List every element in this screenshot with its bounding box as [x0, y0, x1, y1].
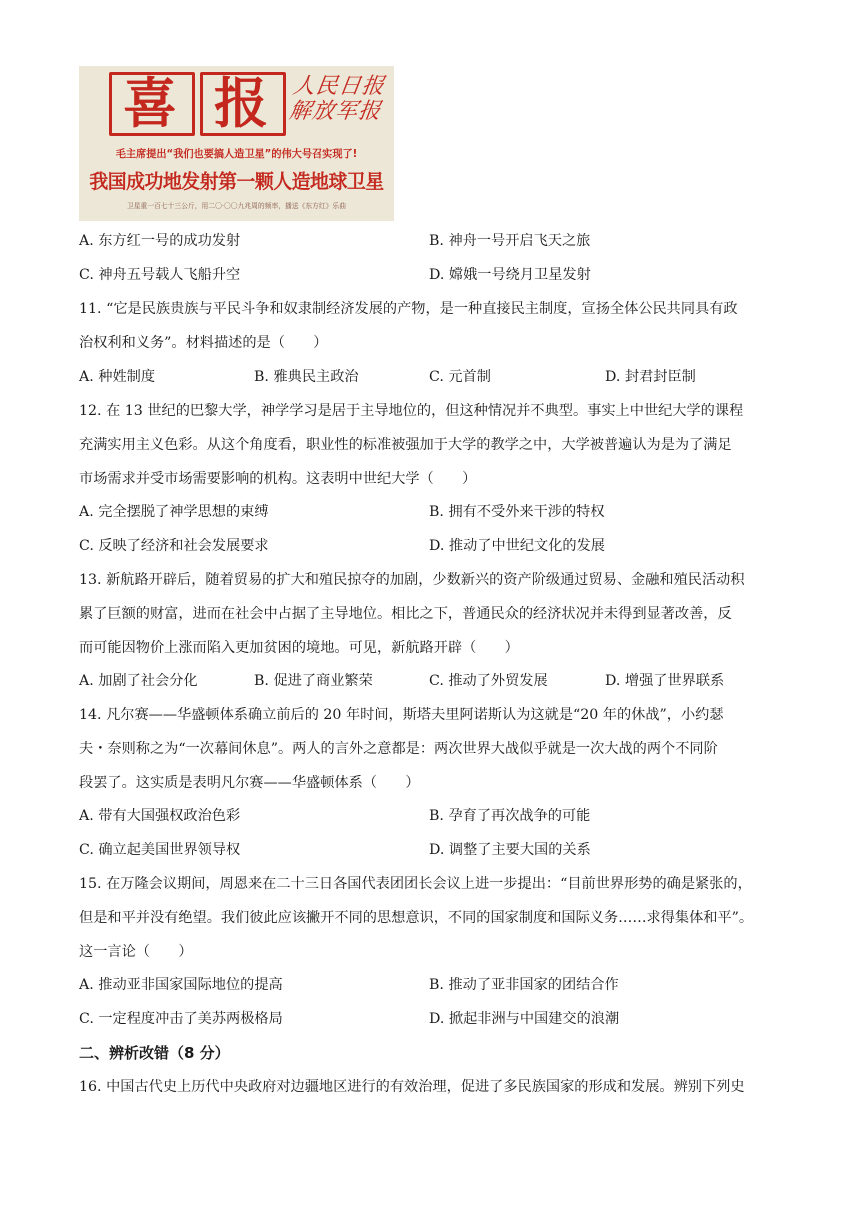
- q15-stem-line3: 这一言论（ ）: [79, 944, 193, 960]
- q15-option-b: B. 推动了亚非国家的团结合作: [429, 977, 619, 993]
- newspaper-fine-print: 卫星重一百七十三公斤，用二〇·〇〇九兆周的频率，播送《东方红》乐曲: [126, 202, 346, 210]
- q12-option-b: B. 拥有不受外来干涉的特权: [429, 504, 605, 520]
- q13-stem-line3: 而可能因物价上涨而陷入更加贫困的境地。可见，新航路开辟（ ）: [79, 640, 519, 656]
- q15-stem-line1: 15. 在万隆会议期间，周恩来在二十三日各国代表团团长会议上进一步提出：“目前世界形势的确是紧张的，: [79, 876, 752, 892]
- q12-option-d: D. 推动了中世纪文化的发展: [429, 538, 605, 554]
- q10-option-d: D. 嫦娥一号绕月卫星发射: [429, 267, 591, 283]
- q10-option-b: B. 神舟一号开启飞天之旅: [429, 233, 591, 249]
- q11-stem-line2: 治权利和义务”。材料描述的是（ ）: [79, 335, 328, 351]
- q11-option-d: D. 封君封臣制: [605, 369, 696, 385]
- q14-option-a: A. 带有大国强权政治色彩: [79, 808, 241, 824]
- q11-option-a: A. 种姓制度: [79, 369, 156, 385]
- q14-option-b: B. 孕育了再次战争的可能: [429, 808, 591, 824]
- q15-option-c: C. 一定程度冲击了美苏两极格局: [79, 1011, 283, 1027]
- masthead-pla-daily: 解放军报: [287, 99, 384, 124]
- q13-option-b: B. 促进了商业繁荣: [254, 673, 373, 689]
- q14-stem-line1: 14. 凡尔赛——华盛顿体系确立前后的 20 年时间，斯塔夫里阿诺斯认为这就是“20 年的休战”，小约瑟: [79, 707, 724, 723]
- q12-option-a: A. 完全摆脱了神学思想的束缚: [79, 504, 269, 520]
- newspaper-title-xi: 喜: [123, 72, 177, 135]
- q11-option-b: B. 雅典民主政治: [254, 369, 359, 385]
- q13-option-a: A. 加剧了社会分化: [79, 673, 198, 689]
- q15-option-d: D. 掀起非洲与中国建交的浪潮: [429, 1011, 620, 1027]
- q13-stem-line1: 13. 新航路开辟后，随着贸易的扩大和殖民掠夺的加剧，少数新兴的资产阶级通过贸易、金融和殖民活动积: [79, 572, 745, 588]
- q11-stem-line1: 11. “它是民族贵族与平民斗争和奴隶制经济发展的产物，是一种直接民主制度，宣扬全体公民共同具有政: [79, 301, 738, 317]
- newspaper-subheadline: 毛主席提出“我们也要搞人造卫星”的伟大号召实现了!: [115, 148, 358, 160]
- q15-option-a: A. 推动亚非国家国际地位的提高: [79, 977, 283, 993]
- q12-stem-line1: 12. 在 13 世纪的巴黎大学，神学学习是居于主导地位的，但这种情况并不典型。事实上中世纪大学的课程: [79, 403, 744, 419]
- q10-option-a: A. 东方红一号的成功发射: [79, 233, 241, 249]
- q10-option-c: C. 神舟五号载人飞船升空: [79, 267, 241, 283]
- q16-stem-line1: 16. 中国古代史上历代中央政府对边疆地区进行的有效治理，促进了多民族国家的形成和发展。辨别下列史: [79, 1079, 745, 1095]
- newspaper-headline: 我国成功地发射第一颗人造地球卫星: [89, 170, 384, 193]
- q12-stem-line3: 市场需求并受市场需要影响的机构。这表明中世纪大学（ ）: [79, 471, 477, 487]
- q13-stem-line2: 累了巨额的财富，进而在社会中占据了主导地位。相比之下，普通民众的经济状况并未得到显著改善，反: [79, 606, 732, 622]
- q11-option-c: C. 元首制: [429, 369, 491, 385]
- q14-option-c: C. 确立起美国世界领导权: [79, 842, 241, 858]
- q14-stem-line3: 段罢了。这实质是表明凡尔赛——华盛顿体系（ ）: [79, 775, 420, 791]
- q12-option-c: C. 反映了经济和社会发展要求: [79, 538, 269, 554]
- q14-stem-line2: 夫・奈则称之为“一次幕间休息”。两人的言外之意都是：两次世界大战似乎就是一次大战的两个不同阶: [79, 741, 718, 757]
- q13-option-d: D. 增强了世界联系: [605, 673, 725, 689]
- newspaper-masthead: [287, 74, 390, 124]
- q12-stem-line2: 充满实用主义色彩。从这个角度看，职业性的标准被强加于大学的教学之中，大学被普遍认为是为了满足: [79, 437, 732, 453]
- newspaper-title-bao: 报: [214, 72, 268, 135]
- masthead-peoples-daily: 人民日报: [291, 74, 387, 99]
- section-heading: 二、辨析改错（8 分）: [79, 1044, 230, 1062]
- q14-option-d: D. 调整了主要大国的关系: [429, 842, 591, 858]
- newspaper-clipping-image: [79, 66, 394, 221]
- q15-stem-line2: 但是和平并没有绝望。我们彼此应该撇开不同的思想意识，不同的国家制度和国际义务……求得集体和平”。: [79, 910, 754, 926]
- q13-option-c: C. 推动了外贸发展: [429, 673, 548, 689]
